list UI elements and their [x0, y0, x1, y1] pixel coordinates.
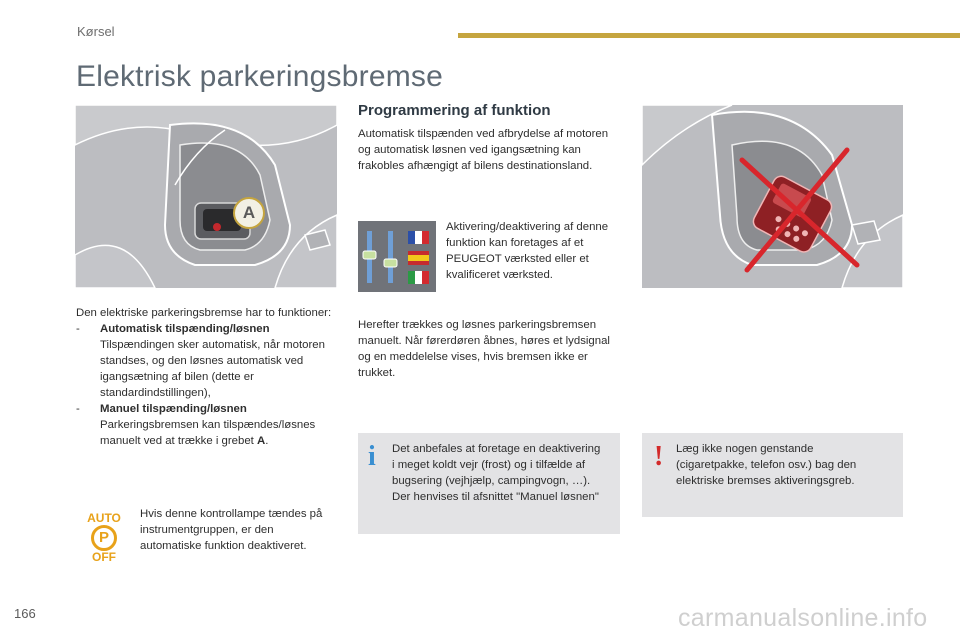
programming-paragraph-1: Automatisk tilspænden ved afbrydelse af motoren og automatisk løsnen ved igangsætning kan frakobles afhængigt af bilens destinationsland.: [358, 128, 609, 172]
lamp-symbol: P: [91, 525, 117, 551]
header-rule: [458, 33, 960, 38]
programming-heading: Programmering af funktion: [358, 102, 551, 119]
intro-text: Den elektriske parkeringsbremse har to funktioner:: [76, 307, 332, 319]
list-dash: -: [76, 323, 80, 335]
section-label: Kørsel: [77, 24, 115, 39]
left-text-block: [76, 305, 338, 449]
site-watermark: carmanualsonline.info: [678, 604, 928, 632]
warning-note-text: Læg ikke nogen genstande (cigaretpakke, telefon osv.) bag den elektriske bremses aktiveringsgreb.: [676, 443, 857, 487]
lever-reference: A: [257, 435, 266, 447]
lamp-top-text: AUTO: [87, 511, 121, 525]
list-dash: -: [76, 403, 80, 415]
list-item: [76, 321, 338, 401]
list-item-text-main: Parkeringsbremsen kan tilspændes/løsnes manuelt ved at trække i grebet: [100, 419, 316, 447]
no-objects-illustration: [642, 105, 903, 288]
programming-paragraph-2: Herefter trækkes og løsnes parkeringsbremsen manuelt. Når førerdøren åbnes, høres et lydsignal og en meddelelse vises, hvis bremsen ikke er trukket.: [358, 319, 610, 379]
list-item-heading: Manuel tilspænding/løsnen: [100, 403, 247, 415]
lever-label-a: A: [233, 197, 265, 229]
list-item-text: [100, 417, 338, 449]
lamp-description: Hvis denne kontrollampe tændes på instrumentgruppen, er den automatiske funktion deaktiveret.: [140, 508, 323, 552]
page-title: Elektrisk parkeringsbremse: [76, 60, 443, 93]
info-icon: i: [368, 441, 376, 472]
auto-p-off-warning-lamp-icon: [81, 512, 127, 566]
diagnostic-tool-icon: [358, 221, 436, 292]
list-item-text: Tilspændingen sker automatisk, når motoren standses, og den løsnes automatisk ved igangsætning af bilen (dette er standardindstillingen),: [100, 339, 325, 399]
info-note: [358, 433, 620, 534]
list-item: [76, 401, 338, 449]
list-item-heading: Automatisk tilspænding/løsnen: [100, 323, 270, 335]
list-item-text-end: .: [265, 435, 269, 447]
warning-note: [642, 433, 903, 517]
info-note-text: Det anbefales at foretage en deaktivering i meget koldt vejr (frost) og i tilfælde af bugsering (vejhjælp, campingvogn, …). Der henvises til afsnittet "Manuel løsnen": [392, 443, 601, 503]
parking-brake-illustration: [75, 105, 337, 288]
page-number: 166: [14, 606, 36, 621]
lamp-bottom-text: OFF: [92, 550, 116, 564]
warning-icon: !: [654, 441, 664, 472]
tool-caption: Aktivering/deaktivering af denne funktion kan foretages af et PEUGEOT værksted eller et kvalificeret værksted.: [446, 221, 609, 281]
